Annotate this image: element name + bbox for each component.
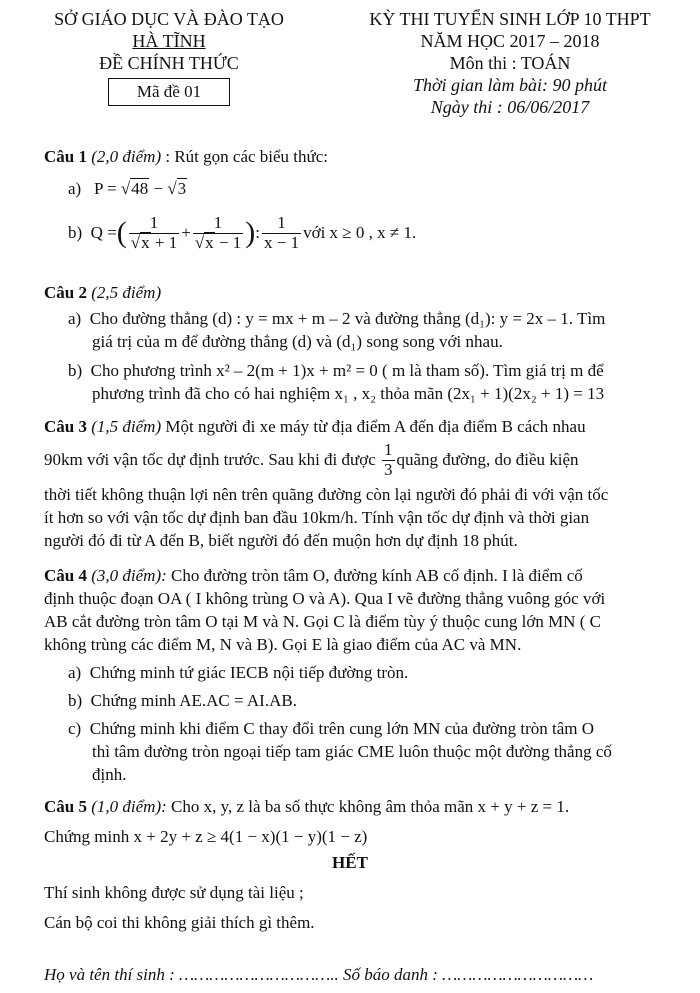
q1-text: : Rút gọn các biểu thức: bbox=[161, 147, 329, 166]
q1-b-prefix: Q = bbox=[90, 223, 117, 243]
q4-b-text: Chứng minh AE.AC = AI.AB. bbox=[90, 691, 297, 710]
q4-b-label: b) bbox=[68, 691, 83, 710]
q3-fraction bbox=[382, 441, 395, 479]
note-no-explanation: Cán bộ coi thi không giải thích gì thêm. bbox=[44, 913, 315, 932]
q5-line1 bbox=[44, 796, 569, 817]
q2-a-text1: Cho đường thẳng (d) : y = mx + m – 2 và đường thẳng (d₁): y = 2x – 1. Tìm bbox=[89, 309, 606, 328]
q1-b-frac3 bbox=[262, 214, 301, 252]
q3-line2 bbox=[44, 440, 579, 480]
q1-b-condition: với x ≥ 0 , x ≠ 1. bbox=[303, 223, 417, 243]
q3-frac-num: 1 bbox=[384, 439, 393, 459]
q4-text1: Cho đường tròn tâm O, đường kính AB cố định. I là điểm cố bbox=[166, 566, 583, 585]
q3-line4: ít hơn so với vận tốc dự định ban đầu 10km/h. Tính vận tốc dự định và thời gian bbox=[44, 508, 590, 527]
frac3-num: 1 bbox=[262, 214, 301, 234]
q1-a-prefix: P = bbox=[93, 179, 121, 198]
q4-line3: AB cắt đường tròn tâm O tại M và N. Gọi C là điểm tùy ý thuộc cung lớn MN ( C bbox=[44, 612, 601, 631]
frac1-radicand: x bbox=[141, 232, 150, 252]
candidate-info-line: Họ và tên thí sinh : ………………………….. Số báo danh : ………………………… bbox=[44, 965, 594, 984]
frac2-den-tail: − 1 bbox=[214, 232, 242, 252]
q4-c-line2: thì tâm đường tròn ngoại tiếp tam giác CME luôn thuộc một đường thẳng cố bbox=[92, 742, 612, 761]
q3-line5: người đó đi từ A đến B, biết người đó đến muộn hơn dự định 18 phút. bbox=[44, 531, 518, 550]
q2-heading bbox=[44, 282, 161, 303]
q2-points: (2,5 điểm) bbox=[91, 283, 162, 302]
exam-date-text: Ngày thi : 06/06/2017 bbox=[430, 97, 590, 117]
q4-label: Câu 4 bbox=[44, 566, 87, 585]
school-year: NĂM HỌC 2017 – 2018 bbox=[420, 31, 600, 51]
q1-b-label: b) bbox=[68, 223, 83, 243]
q4-points: (3,0 điểm): bbox=[91, 566, 167, 585]
province-label: HÀ TĨNH bbox=[132, 31, 206, 51]
q3-points: (1,5 điểm) bbox=[91, 417, 162, 436]
left-paren: ( bbox=[116, 216, 127, 250]
q3-text2b: quãng đường, do điều kiện bbox=[396, 450, 579, 470]
exam-date bbox=[340, 96, 680, 119]
q4-c-label: c) bbox=[68, 719, 82, 738]
q1-a: a) P = √48 − √3 bbox=[68, 179, 187, 198]
frac3-den: x − 1 bbox=[264, 232, 300, 252]
q5-text1: Cho x, y, z là ba số thực không âm thỏa mãn x + y + z = 1. bbox=[166, 797, 570, 816]
q2-b-text1: Cho phương trình x² – 2(m + 1)x + m² = 0 ( m là tham số). Tìm giá trị m để bbox=[90, 361, 604, 380]
province-name bbox=[40, 30, 298, 53]
q4-c-line1 bbox=[68, 718, 594, 739]
q2-a-label: a) bbox=[68, 309, 82, 328]
q1-a-minus: − bbox=[149, 179, 168, 198]
q2-b-line1 bbox=[68, 360, 604, 381]
frac2-den: √x − 1 bbox=[194, 232, 242, 252]
q3-label: Câu 3 bbox=[44, 417, 87, 436]
official-label: ĐỀ CHÍNH THỨC bbox=[99, 53, 239, 73]
q1-a-radicand1: 48 bbox=[131, 179, 149, 198]
q3-frac-den: 3 bbox=[384, 459, 393, 479]
plus-sign: + bbox=[181, 223, 191, 243]
frac1-den: √x + 1 bbox=[130, 232, 178, 252]
q3-line3: thời tiết không thuận lợi nên trên quãng đường còn lại người đó phải đi với vận tốc bbox=[44, 485, 609, 504]
q2-b-line2: phương trình đã cho có hai nghiệm x₁ , x₂ thỏa mãn (2x₁ + 1)(2x₂ + 1) = 13 bbox=[92, 384, 605, 403]
duration-text: Thời gian làm bài: 90 phút bbox=[412, 75, 608, 95]
q4-c-line3: định. bbox=[92, 765, 127, 784]
subject: Môn thi : TOÁN bbox=[449, 53, 571, 73]
q1-a-label: a) bbox=[68, 179, 82, 198]
right-paren: ) bbox=[245, 216, 256, 250]
q2-label: Câu 2 bbox=[44, 283, 87, 302]
q1-b-frac1 bbox=[129, 214, 179, 252]
q5-points: (1,0 điểm): bbox=[91, 797, 167, 816]
q1-b bbox=[68, 210, 416, 256]
q1-points: (2,0 điểm) bbox=[91, 147, 162, 166]
q4-a-text: Chứng minh tứ giác IECB nội tiếp đường tròn. bbox=[89, 663, 409, 682]
q2-a-line2: giá trị của m để đường thẳng (d) và (d₁) song song với nhau. bbox=[92, 332, 503, 351]
q1-b-frac2 bbox=[193, 214, 243, 252]
end-marker: HẾT bbox=[332, 853, 368, 872]
q4-line2: định thuộc đoạn OA ( I không trùng O và A). Qua I vẽ đường thẳng vuông góc với bbox=[44, 589, 606, 608]
colon-sign: : bbox=[255, 223, 260, 243]
q1-heading bbox=[44, 146, 328, 167]
department-title: SỞ GIÁO DỤC VÀ ĐÀO TẠO bbox=[54, 9, 284, 29]
note-no-materials: Thí sinh không được sử dụng tài liệu ; bbox=[44, 883, 304, 902]
q4-line1 bbox=[44, 565, 583, 586]
q5-line2: Chứng minh x + 2y + z ≥ 4(1 − x)(1 − y)(1 − z) bbox=[44, 827, 368, 846]
frac1-num: 1 bbox=[129, 214, 179, 234]
q1-a-radicand2: 3 bbox=[177, 179, 187, 198]
q3-text1: Một người đi xe máy từ địa điểm A đến địa điểm B cách nhau bbox=[161, 417, 586, 436]
exam-code-box: Mã đề 01 bbox=[108, 78, 230, 106]
q4-c-text1: Chứng minh khi điểm C thay đổi trên cung lớn MN của đường tròn tâm O bbox=[89, 719, 595, 738]
duration bbox=[340, 74, 680, 97]
q4-b bbox=[68, 690, 297, 711]
q3-text2a: 90km với vận tốc dự định trước. Sau khi đi được bbox=[44, 450, 376, 470]
q3-line1 bbox=[44, 416, 586, 437]
q5-label: Câu 5 bbox=[44, 797, 87, 816]
q1-label: Câu 1 bbox=[44, 147, 87, 166]
exam-title: KỲ THI TUYỂN SINH LỚP 10 THPT bbox=[369, 9, 651, 29]
frac1-den-tail: + 1 bbox=[150, 232, 178, 252]
q2-a-line1 bbox=[68, 308, 605, 329]
q2-b-label: b) bbox=[68, 361, 83, 380]
q4-a bbox=[68, 662, 408, 683]
frac2-num: 1 bbox=[193, 214, 243, 234]
frac2-radicand: x bbox=[205, 232, 214, 252]
q4-a-label: a) bbox=[68, 663, 82, 682]
q4-line4: không trùng các điểm M, N và B). Gọi E là giao điểm của AC và MN. bbox=[44, 635, 522, 654]
